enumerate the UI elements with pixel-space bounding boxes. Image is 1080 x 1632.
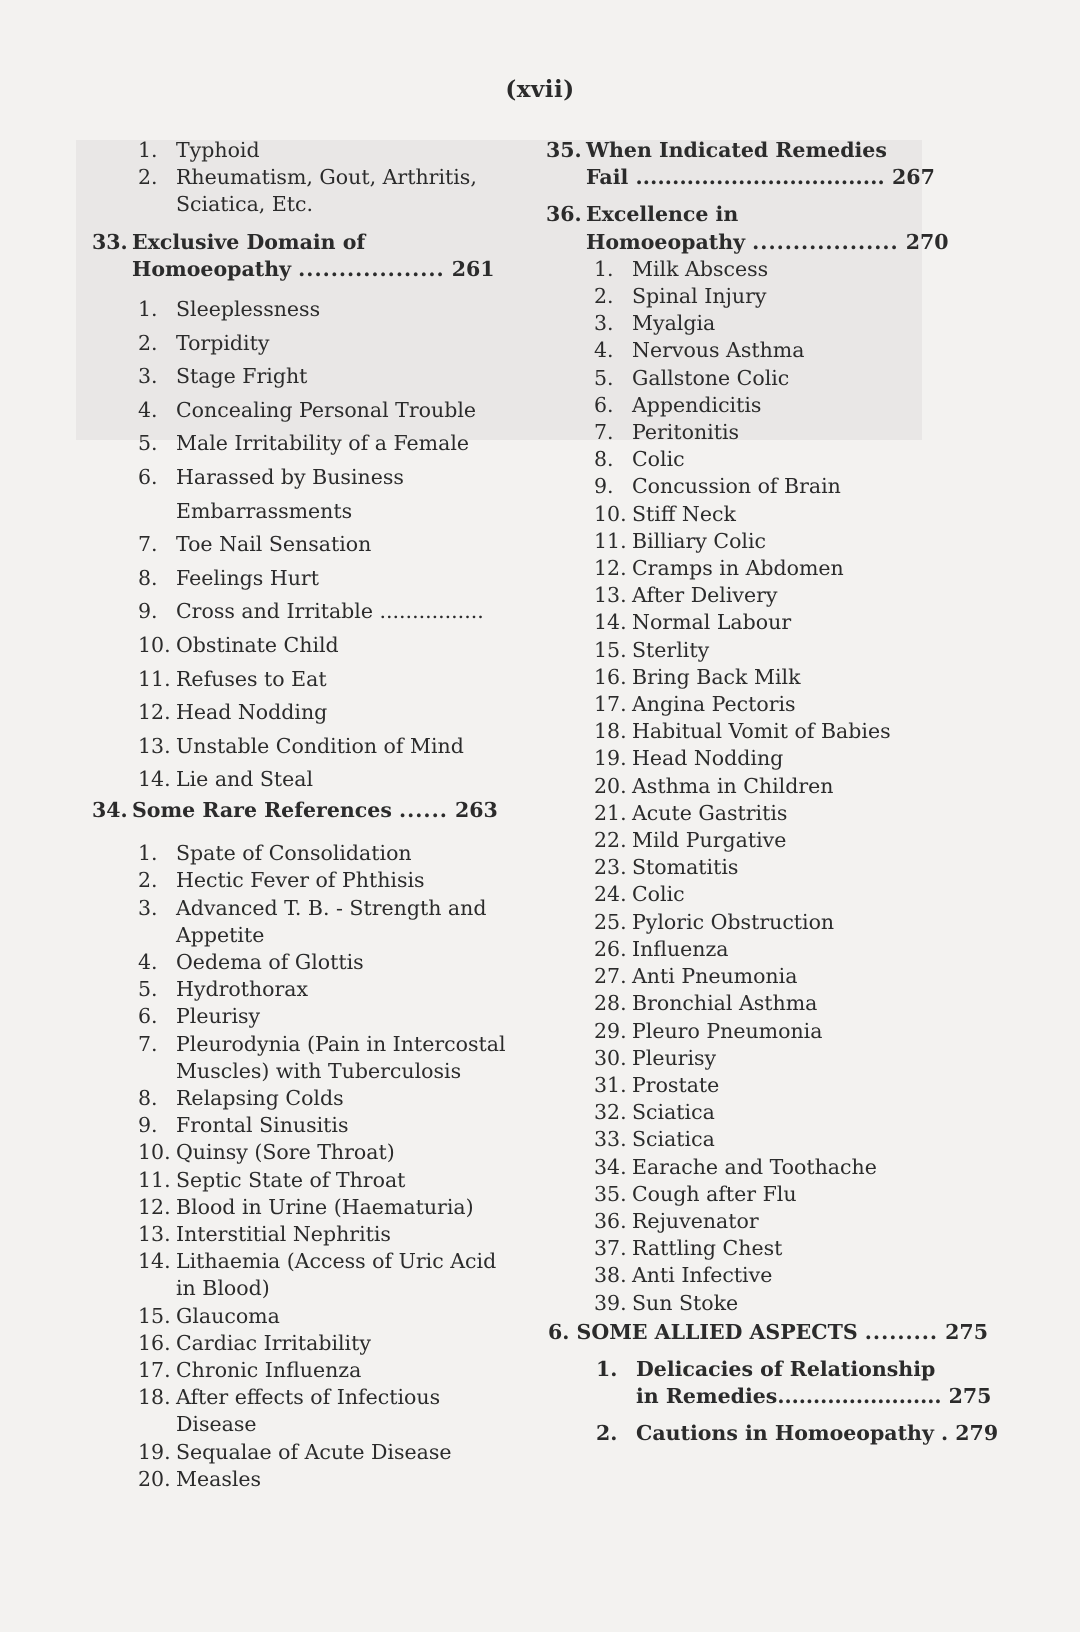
item-page: 275 (948, 1384, 992, 1409)
item-number: 31. (594, 1072, 627, 1097)
item-label: Nervous Asthma (632, 338, 805, 363)
list-item (550, 1126, 970, 1153)
item-number: 1. (138, 297, 158, 322)
item-label: Anti Infective (632, 1263, 773, 1288)
list-item (94, 1031, 524, 1058)
list-item (550, 1235, 970, 1262)
item-label: Interstitial Nephritis (176, 1221, 391, 1246)
item-label: Sciatica, Etc. (176, 192, 314, 217)
item-number: 8. (594, 447, 614, 472)
item-number: 21. (594, 800, 627, 825)
item-label: Hydrothorax (176, 977, 309, 1002)
item-label: Obstinate Child (176, 632, 339, 657)
dot-leader: . (941, 1421, 949, 1446)
item-number: 5. (594, 365, 614, 390)
dot-leader: .................. (752, 229, 899, 254)
item-number: 1. (138, 841, 158, 866)
dot-leader: .................................. (635, 165, 885, 190)
list-item (94, 1221, 524, 1248)
list-item (550, 963, 970, 990)
item-label: Chronic Influenza (176, 1357, 362, 1382)
item-label: Advanced T. B. - Strength and (176, 895, 487, 920)
item-number: 12. (138, 1194, 171, 1219)
item-number: 35. (594, 1181, 627, 1206)
item-label: Concealing Personal Trouble (176, 397, 477, 422)
list-item (94, 293, 524, 327)
item-number: 6. (138, 464, 158, 489)
list-item (550, 691, 970, 718)
dot-leader: ......... (864, 1319, 939, 1344)
item-number: 6. (594, 392, 614, 417)
item-number: 34. (594, 1154, 627, 1179)
list-item (94, 840, 524, 867)
list-item (94, 1384, 524, 1411)
item-number: 12. (138, 700, 171, 725)
item-number: 4. (594, 338, 614, 363)
list-item (94, 394, 524, 428)
item-label: Bronchial Asthma (632, 991, 818, 1016)
item-number: 10. (138, 632, 171, 657)
item-label: Sleeplessness (176, 297, 321, 322)
page-number: (xvii) (505, 76, 575, 103)
toc-section-36[interactable]: 36. Excellence in (546, 202, 739, 227)
list-item (550, 827, 970, 854)
list-item-continuation (94, 191, 524, 218)
list-item (94, 360, 524, 394)
list-item (550, 800, 970, 827)
list-item (550, 1045, 970, 1072)
item-label: Pyloric Obstruction (632, 909, 835, 934)
list-item (550, 1018, 970, 1045)
item-number: 25. (594, 909, 627, 934)
item-number: 3. (138, 364, 158, 389)
list-item (94, 1003, 524, 1030)
item-number: 4. (138, 949, 158, 974)
item-label: Head Nodding (176, 700, 328, 725)
item-number: 6. (138, 1004, 158, 1029)
section-title: When Indicated Remedies (586, 138, 887, 162)
toc-chapter-6-item-1[interactable]: 1. Delicacies of Relationship (596, 1356, 936, 1381)
section-34-items (94, 840, 524, 1493)
section-page: 270 (905, 229, 949, 254)
list-item (550, 1154, 970, 1181)
list-item (94, 949, 524, 976)
item-number: 20. (138, 1466, 171, 1491)
item-label: Colic (632, 882, 685, 907)
item-label: After Delivery (632, 583, 778, 608)
list-item (550, 773, 970, 800)
list-item (94, 730, 524, 764)
item-label: Pleurodynia (Pain in Intercostal (176, 1031, 506, 1056)
item-label: Hectic Fever of Phthisis (176, 868, 425, 893)
list-item (94, 1167, 524, 1194)
list-item (550, 909, 970, 936)
list-item (94, 1330, 524, 1357)
list-item (94, 528, 524, 562)
item-label: Muscles) with Tuberculosis (176, 1058, 462, 1083)
item-number: 2. (594, 284, 614, 309)
item-number: 11. (138, 666, 171, 691)
item-label: Septic State of Throat (176, 1167, 406, 1192)
list-item (94, 595, 524, 629)
list-item (94, 629, 524, 663)
toc-section-34[interactable]: 34. Some Rare References ...... 263 (92, 797, 498, 822)
list-item (94, 976, 524, 1003)
item-label: Acute Gastritis (632, 800, 788, 825)
list-item (550, 528, 970, 555)
list-item (94, 867, 524, 894)
item-label: Male Irritability of a Female (176, 431, 470, 456)
item-label: Typhoid (176, 138, 260, 162)
item-number: 7. (138, 1031, 158, 1056)
item-label: Cross and Irritable ................ (176, 599, 484, 624)
list-item (550, 854, 970, 881)
list-item (94, 1248, 524, 1275)
list-item (550, 582, 970, 609)
item-number: 14. (138, 767, 171, 792)
item-label: Gallstone Colic (632, 365, 790, 390)
list-item (94, 1085, 524, 1112)
lead-items-list (94, 137, 524, 219)
toc-section-33[interactable] (92, 229, 524, 256)
item-number: 8. (138, 1085, 158, 1110)
item-number: 2. (138, 165, 158, 190)
item-label: Habitual Vomit of Babies (632, 719, 891, 744)
item-label: Unstable Condition of Mind (176, 733, 464, 758)
list-item (550, 664, 970, 691)
item-number: 28. (594, 991, 627, 1016)
toc-section-35[interactable]: 35. When Indicated Remedies (546, 138, 887, 162)
list-item (550, 256, 970, 283)
list-item (550, 718, 970, 745)
item-label: in Blood) (176, 1276, 270, 1301)
item-label: Stiff Neck (632, 501, 736, 526)
list-item (94, 696, 524, 730)
list-item (550, 936, 970, 963)
item-label: Sun Stoke (632, 1290, 739, 1315)
item-label: Cramps in Abdomen (632, 556, 844, 581)
section-title: Exclusive Domain of (132, 229, 366, 254)
item-number: 2. (138, 330, 158, 355)
item-label: Stomatitis (632, 855, 739, 880)
item-number: 15. (138, 1303, 171, 1328)
list-item (94, 1466, 524, 1493)
item-number: 1. (138, 138, 158, 162)
list-item (550, 473, 970, 500)
toc-section-33-line2[interactable]: Homoeopathy .................. 261 (132, 256, 495, 281)
list-item (550, 609, 970, 636)
list-item (94, 1112, 524, 1139)
item-label: Peritonitis (632, 420, 740, 445)
list-item-continuation (94, 922, 524, 949)
item-label: Spate of Consolidation (176, 841, 412, 866)
item-label: Frontal Sinusitis (176, 1113, 349, 1138)
item-number: 15. (594, 637, 627, 662)
section-page: 263 (454, 797, 498, 822)
item-label: Cough after Flu (632, 1181, 797, 1206)
item-label: Pleuro Pneumonia (632, 1018, 823, 1043)
list-item (94, 427, 524, 461)
item-number: 23. (594, 855, 627, 880)
list-item (94, 164, 524, 191)
item-number: 16. (138, 1330, 171, 1355)
list-item-continuation (94, 495, 524, 529)
list-item (550, 1099, 970, 1126)
item-number: 33. (594, 1127, 627, 1152)
list-item-continuation (94, 1411, 524, 1438)
item-number: 14. (138, 1249, 171, 1274)
section-page: 267 (892, 165, 935, 190)
list-item (550, 419, 970, 446)
toc-section-35-line2[interactable]: Fail .................................. 267 (586, 165, 935, 190)
item-number: 10. (594, 501, 627, 526)
item-label: Prostate (632, 1072, 720, 1097)
section-page: 261 (451, 256, 495, 281)
item-label: Measles (176, 1466, 262, 1491)
toc-chapter-6-item-2[interactable]: 2. Cautions in Homoeopathy . 279 (596, 1421, 999, 1446)
item-label: Harassed by Business (176, 464, 404, 489)
item-label: Rattling Chest (632, 1236, 783, 1261)
item-label: Billiary Colic (632, 528, 767, 553)
list-item (550, 990, 970, 1017)
dot-leader: ....................... (777, 1384, 942, 1409)
item-label: Pleurisy (632, 1045, 717, 1070)
item-number: 18. (138, 1385, 171, 1410)
list-item (94, 1439, 524, 1466)
item-label: Asthma in Children (632, 773, 834, 798)
list-item (94, 895, 524, 922)
item-number: 5. (138, 431, 158, 456)
item-number: 29. (594, 1018, 627, 1043)
item-label: Mild Purgative (632, 828, 787, 853)
item-label: Concussion of Brain (632, 474, 841, 499)
list-item (550, 1072, 970, 1099)
item-label: Relapsing Colds (176, 1085, 344, 1110)
item-number: 13. (594, 583, 627, 608)
item-label: Colic (632, 447, 685, 472)
item-label: Blood in Urine (Haematuria) (176, 1194, 474, 1219)
list-item (550, 1181, 970, 1208)
item-number: 18. (594, 719, 627, 744)
list-item (550, 637, 970, 664)
item-number: 37. (594, 1236, 627, 1261)
dot-leader: .................. (298, 256, 445, 281)
item-label: Rejuvenator (632, 1208, 759, 1233)
item-label: Embarrassments (176, 498, 353, 523)
list-item (550, 365, 970, 392)
list-item (94, 461, 524, 495)
item-number: 32. (594, 1100, 627, 1125)
item-number: 24. (594, 882, 627, 907)
item-label: Stage Fright (176, 364, 308, 389)
list-item (550, 881, 970, 908)
item-number: 39. (594, 1290, 627, 1315)
item-number: 13. (138, 733, 171, 758)
list-item (550, 555, 970, 582)
list-item (550, 446, 970, 473)
item-label: Earache and Toothache (632, 1154, 877, 1179)
item-label: Influenza (632, 936, 729, 961)
list-item (94, 763, 524, 797)
item-label: Milk Abscess (632, 256, 769, 281)
item-number: 38. (594, 1263, 627, 1288)
item-label: After effects of Infectious (176, 1385, 441, 1410)
item-label: Torpidity (176, 330, 270, 355)
item-label: Cardiac Irritability (176, 1330, 371, 1355)
toc-right-column (546, 137, 999, 1448)
list-item-continuation (94, 1058, 524, 1085)
item-number: 2. (138, 868, 158, 893)
section-36-items (550, 256, 970, 1317)
item-label: Oedema of Glottis (176, 949, 364, 974)
item-label: Bring Back Milk (632, 664, 801, 689)
section-title: Some Rare References (132, 797, 392, 822)
item-number: 14. (594, 610, 627, 635)
item-number: 22. (594, 828, 627, 853)
toc-chapter-6[interactable]: 6. SOME ALLIED ASPECTS ......... 275 (548, 1319, 988, 1344)
item-number: 20. (594, 773, 627, 798)
item-label: Refuses to Eat (176, 666, 327, 691)
item-label: Myalgia (632, 311, 716, 336)
item-label: Lithaemia (Access of Uric Acid (176, 1249, 497, 1274)
item-label: Lie and Steal (176, 767, 314, 792)
item-label: Head Nodding (632, 746, 784, 771)
item-number: 3. (138, 895, 158, 920)
item-number: 11. (594, 528, 627, 553)
item-label: Sciatica (632, 1100, 715, 1125)
item-number: 26. (594, 936, 627, 961)
item-number: 16. (594, 664, 627, 689)
item-label: Toe Nail Sensation (176, 532, 372, 557)
toc-chapter-6-item-1-line2[interactable]: in Remedies....................... 275 (636, 1384, 992, 1409)
item-number: 30. (594, 1045, 627, 1070)
item-number: 10. (138, 1140, 171, 1165)
item-number: 1. (594, 256, 614, 281)
list-item (94, 1303, 524, 1330)
item-number: 9. (594, 474, 614, 499)
item-label: Sequalae of Acute Disease (176, 1439, 452, 1464)
item-number: 9. (138, 599, 158, 624)
item-label: Feelings Hurt (176, 565, 319, 590)
list-item (94, 1194, 524, 1221)
item-number: 13. (138, 1221, 171, 1246)
item-label: Glaucoma (176, 1303, 280, 1328)
item-label: Disease (176, 1412, 257, 1437)
item-number: 4. (138, 397, 158, 422)
item-number: 36. (594, 1208, 627, 1233)
list-item (550, 1208, 970, 1235)
item-label: Pleurisy (176, 1004, 261, 1029)
section-title: Excellence in (586, 202, 739, 227)
chapter-page: 275 (945, 1319, 988, 1344)
item-page: 279 (955, 1421, 999, 1446)
item-label: Sterlity (632, 637, 710, 662)
item-number: 17. (138, 1357, 171, 1382)
item-label: Quinsy (Sore Throat) (176, 1140, 395, 1165)
item-number: 17. (594, 692, 627, 717)
toc-section-36-line2[interactable]: Homoeopathy .................. 270 (586, 229, 949, 254)
item-label: Appendicitis (632, 392, 762, 417)
item-number: 8. (138, 565, 158, 590)
list-item (550, 501, 970, 528)
item-label: Spinal Injury (632, 284, 767, 309)
item-label: Sciatica (632, 1127, 715, 1152)
list-item (550, 745, 970, 772)
list-item (550, 337, 970, 364)
list-item (94, 663, 524, 697)
section-number: 33. (92, 229, 128, 254)
item-label: Appetite (176, 922, 265, 947)
item-number: 3. (594, 311, 614, 336)
section-33-items (94, 293, 524, 797)
item-number: 9. (138, 1113, 158, 1138)
item-number: 5. (138, 977, 158, 1002)
item-number: 19. (594, 746, 627, 771)
list-item (94, 1139, 524, 1166)
item-label: Angina Pectoris (632, 692, 796, 717)
list-item (550, 392, 970, 419)
item-number: 19. (138, 1439, 171, 1464)
item-number: 11. (138, 1167, 171, 1192)
list-item (550, 310, 970, 337)
item-number: 27. (594, 964, 627, 989)
list-item (550, 1290, 970, 1317)
list-item (94, 327, 524, 361)
item-number: 12. (594, 556, 627, 581)
item-label: Rheumatism, Gout, Arthritis, (176, 165, 477, 190)
dot-leader: ...... (399, 797, 448, 822)
list-item (94, 562, 524, 596)
item-number: 7. (138, 532, 158, 557)
list-item (94, 137, 524, 164)
toc-left-column (94, 137, 524, 1493)
list-item-continuation (94, 1275, 524, 1302)
item-number: 7. (594, 420, 614, 445)
list-item (94, 1357, 524, 1384)
chapter-title: SOME ALLIED ASPECTS (576, 1319, 858, 1344)
list-item (550, 1262, 970, 1289)
item-label: Anti Pneumonia (632, 964, 798, 989)
item-label: Normal Labour (632, 610, 792, 635)
list-item (550, 283, 970, 310)
